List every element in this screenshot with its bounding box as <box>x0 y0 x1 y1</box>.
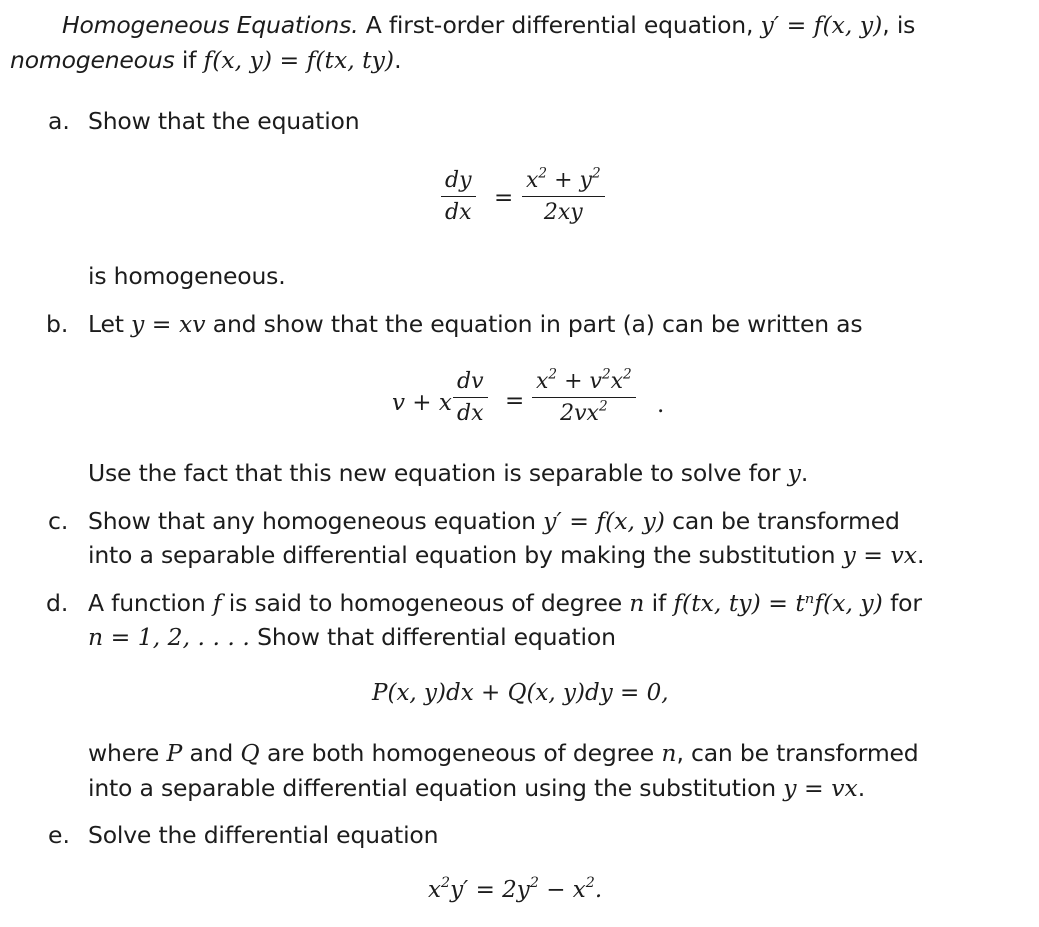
part-a-equals: = <box>494 185 514 211</box>
part-d-text-5: Show that differential equation <box>249 623 616 651</box>
intro-definition: f(x, y) = f(tx, ty) <box>203 46 395 74</box>
part-c-text-3: into a separable differential equation by making the substitution <box>88 541 843 569</box>
fraction-bar <box>453 397 488 398</box>
part-d-range: n = 1, 2, . . . . <box>88 623 250 651</box>
part-b-after-text: Use the fact that this new equation is separable to solve for <box>88 459 788 487</box>
part-d-where: where <box>88 739 167 767</box>
part-b-rest: and show that the equation in part (a) can be written as <box>205 310 863 338</box>
part-b-after <box>88 458 808 488</box>
part-a-rhs-num: $x^2 + y^2$ <box>526 165 601 193</box>
intro-line-1 <box>62 10 915 40</box>
part-d-where-line-1 <box>88 738 919 768</box>
part-c-equation: y′ = f(x, y) <box>543 507 665 535</box>
part-a-rhs-fraction <box>522 165 605 226</box>
part-d-text-2: is said to homogeneous of degree <box>221 589 630 617</box>
part-b-after-end: . <box>800 459 809 487</box>
part-d-text-4: for <box>882 589 922 617</box>
part-b-lhs-prefix: v + x <box>392 390 452 416</box>
intro-line2-end: . <box>394 46 402 74</box>
part-a-label: a. <box>48 107 70 135</box>
part-d-text-3: if <box>644 589 674 617</box>
part-d-n: n <box>629 589 645 617</box>
part-c-text-2: can be transformed <box>664 507 900 535</box>
part-b-equals: = <box>505 388 525 414</box>
part-b-lhs-den: dx <box>457 401 484 427</box>
part-b-period: . <box>657 392 665 418</box>
intro-equation: y′ = f(x, y) <box>760 11 883 39</box>
part-d-label: d. <box>46 589 69 617</box>
intro-text-end: , is <box>882 11 916 39</box>
part-d-f: f <box>212 589 222 617</box>
part-a-lhs-num: dy <box>445 168 472 193</box>
intro-line2-text: if <box>174 46 204 74</box>
part-d-line-1 <box>88 588 922 618</box>
fraction-bar <box>441 196 476 197</box>
part-a-lhs-fraction <box>441 168 476 226</box>
part-b-rhs-den: $2vx^2$ <box>560 398 608 427</box>
part-b-after-var: y <box>787 459 801 487</box>
part-d-and: and <box>182 739 241 767</box>
part-d-transformed: , can be transformed <box>676 739 919 767</box>
part-d-text: A function <box>88 589 213 617</box>
fraction-bar <box>522 196 605 197</box>
part-c-line-2 <box>88 540 924 570</box>
part-a-lhs-den: dx <box>445 200 472 226</box>
part-d-definition: f(tx, ty) = tⁿf(x, y) <box>673 589 883 617</box>
intro-title: Homogeneous Equations. <box>62 11 359 39</box>
part-c-substitution: y = vx <box>842 541 917 569</box>
part-d-both: are both homogeneous of degree <box>259 739 662 767</box>
intro-line-2 <box>10 45 401 75</box>
part-d-Q: Q <box>240 739 260 767</box>
part-d-display-equation: P(x, y)dx + Q(x, y)dy = 0, <box>372 680 669 706</box>
part-e-text: Solve the differential equation <box>88 821 439 849</box>
intro-text: A first-order differential equation, <box>358 11 761 39</box>
part-c-end: . <box>916 541 925 569</box>
part-b-label: b. <box>46 310 69 338</box>
part-d-line-2 <box>88 622 616 652</box>
part-c-text: Show that any homogeneous equation <box>88 507 544 535</box>
part-d-where-line-2 <box>88 773 865 803</box>
part-b-let: Let <box>88 310 132 338</box>
fraction-bar <box>532 397 636 398</box>
part-b-substitution: y = xv <box>131 310 206 338</box>
part-d-substitution: y = vx <box>783 774 858 802</box>
part-a-after: is homogeneous. <box>88 262 286 290</box>
part-c-line-1 <box>88 506 900 536</box>
part-a-text: Show that the equation <box>88 107 360 135</box>
part-a-rhs-den: 2xy <box>543 200 583 226</box>
part-b-rhs-num: $x^2 + v^2x^2$ <box>536 366 632 394</box>
part-d-degree-n: n <box>661 739 677 767</box>
part-e-display-equation: $x^2y' = 2y^2 - x^2$. <box>428 875 603 903</box>
intro-term: nomogeneous <box>10 46 175 74</box>
part-d-P: P <box>166 739 183 767</box>
part-b-lhs-fraction <box>453 369 488 427</box>
part-b-text <box>88 309 862 339</box>
part-b-rhs-fraction <box>532 366 636 427</box>
part-e-label: e. <box>48 821 70 849</box>
part-d-end: . <box>857 774 865 802</box>
part-c-label: c. <box>48 507 69 535</box>
part-d-separable: into a separable differential equation using the substitution <box>88 774 784 802</box>
part-b-lhs-num: dv <box>457 369 484 394</box>
